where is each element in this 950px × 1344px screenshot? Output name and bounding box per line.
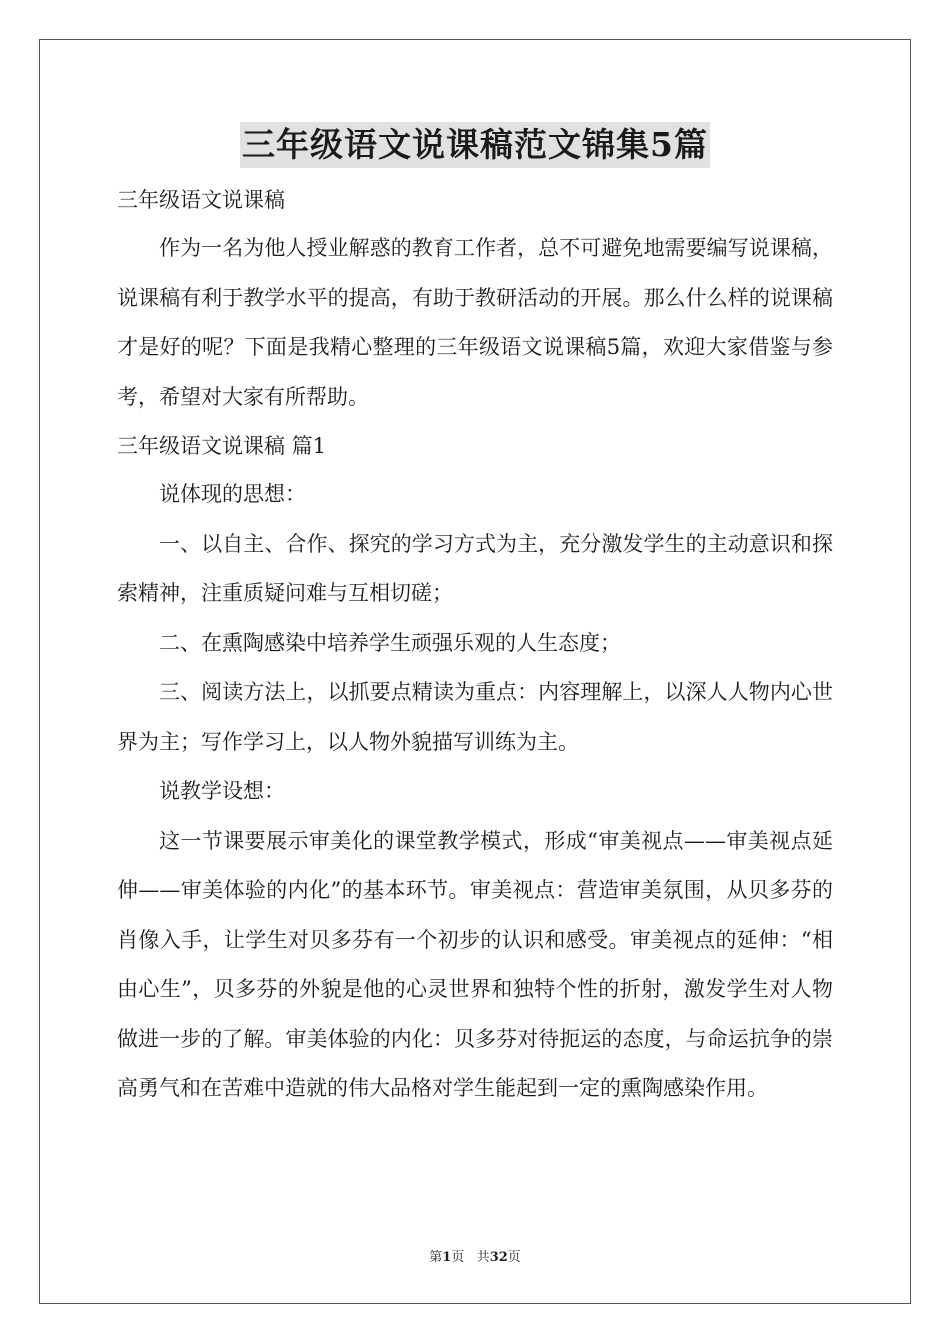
footer-total-unit: 页	[507, 1250, 521, 1265]
title-container	[0, 122, 950, 168]
total-pages: 32	[489, 1250, 508, 1265]
footer-total-prefix: 共	[476, 1250, 490, 1265]
paragraph: 这一节课要展示审美化的课堂教学模式，形成“审美视点——审美视点延伸——审美体验的内化”的基本环节。审美视点：营造审美氛围，从贝多芬的肖像入手，让学生对贝多芬有一个初步的认识和感受。审美视点的延伸：“相由心生”，贝多芬的外貌是他的心灵世界和独特个性的折射，激发学生对人物做进一步的了解。审美体验的内化：贝多芬对待扼运的态度，与命运抗争的崇高勇气和在苦难中造就的伟大品格对学生能起到一定的熏陶感染作用。	[117, 828, 833, 1100]
page-number: 1	[442, 1250, 452, 1265]
paragraph: 二、在熏陶感染中培养学生顽强乐观的人生态度；	[159, 630, 621, 655]
paragraph: 说教学设想：	[159, 779, 285, 803]
footer-page-unit: 页	[451, 1250, 465, 1265]
section-heading: 三年级语文说课稿 篇1	[117, 434, 327, 458]
paragraph: 说体现的思想：	[159, 482, 306, 506]
paragraph: 一、以自主、合作、探究的学习方式为主，充分激发学生的主动意识和探索精神，注重质疑问难与互相切磋；	[117, 531, 833, 605]
page-footer	[0, 1246, 950, 1265]
document-body	[117, 176, 833, 1114]
intro-paragraph: 作为一名为他人授业解惑的教育工作者，总不可避免地需要编写说课稿，说课稿有利于教学水平的提高，有助于教研活动的开展。那么什么样的说课稿才是好的呢？下面是我精心整理的三年级语文说课稿5篇，欢迎大家借鉴与参考，希望对大家有所帮助。	[117, 236, 833, 409]
paragraph: 三、阅读方法上，以抓要点精读为重点：内容理解上，以深人人物内心世界为主；写作学习上，以人物外貌描写训练为主。	[117, 680, 833, 754]
footer-prefix: 第	[429, 1250, 443, 1265]
page-title: 三年级语文说课稿范文锦集5篇	[240, 122, 710, 168]
subheading: 三年级语文说课稿	[117, 188, 285, 212]
